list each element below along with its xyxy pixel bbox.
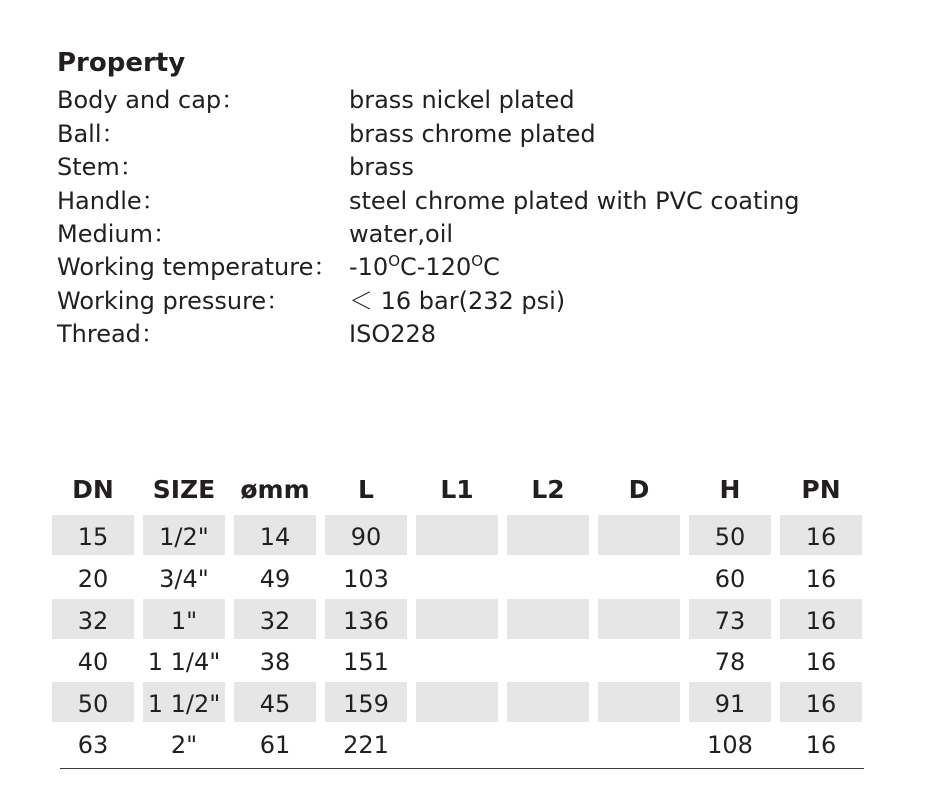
table-cell: 2" (170, 731, 198, 759)
table-cell: 1 1/4" (147, 648, 221, 676)
property-label: Working temperature： (57, 253, 338, 281)
table-cell (416, 682, 498, 722)
property-label: Medium： (57, 220, 177, 248)
temp-part: C-120 (400, 253, 472, 281)
table-cell: 32 (52, 599, 134, 639)
table-cell: 90 (325, 515, 407, 555)
table-cell: 1" (143, 599, 225, 639)
table-row (52, 723, 864, 763)
property-row (57, 185, 857, 218)
column-header: L2 (531, 475, 565, 504)
table-cell: 15 (52, 515, 134, 555)
table-cell (416, 557, 498, 597)
property-label: Body and cap： (57, 86, 246, 114)
table-cell: 78 (714, 648, 746, 676)
property-value: brass chrome plated (349, 120, 596, 148)
table-cell (598, 557, 680, 597)
column-header: ømm (240, 475, 310, 504)
property-label: Handle： (57, 187, 166, 215)
table-cell (598, 723, 680, 763)
table-cell (507, 682, 589, 722)
table-cell: 16 (805, 648, 837, 676)
table-cell (598, 515, 680, 555)
table-cell (507, 515, 589, 555)
property-label: Thread： (57, 320, 165, 348)
table-cell (416, 640, 498, 680)
table-cell: 60 (714, 565, 746, 593)
table-cell: 20 (77, 565, 109, 593)
table-cell (416, 599, 498, 639)
column-header: DN (72, 475, 114, 504)
property-value (349, 251, 500, 284)
table-cell: 16 (780, 682, 862, 722)
table-cell: 16 (805, 565, 837, 593)
table-cell: 61 (259, 731, 291, 759)
property-heading: Property (57, 48, 186, 78)
table-row (52, 682, 864, 722)
table-bottom-rule (60, 768, 864, 769)
table-cell: 73 (689, 599, 771, 639)
table-cell: 16 (805, 731, 837, 759)
table-cell: 45 (234, 682, 316, 722)
property-row (57, 251, 857, 284)
property-row (57, 285, 857, 318)
table-cell: 91 (689, 682, 771, 722)
table-cell: 50 (689, 515, 771, 555)
table-row (52, 515, 864, 555)
table-cell (416, 723, 498, 763)
table-cell (416, 515, 498, 555)
table-cell: 49 (259, 565, 291, 593)
temp-part: -10 (349, 253, 389, 281)
table-cell (507, 599, 589, 639)
table-cell: 50 (52, 682, 134, 722)
property-value: water,oil (349, 220, 454, 248)
table-cell: 63 (77, 731, 109, 759)
property-value: ISO228 (349, 320, 437, 348)
degree-mark: O (388, 252, 401, 270)
column-header: L1 (440, 475, 474, 504)
column-header: H (719, 475, 741, 504)
property-row (57, 84, 857, 117)
property-row (57, 318, 857, 351)
table-cell: 108 (707, 731, 753, 759)
table-cell: 3/4" (159, 565, 209, 593)
table-cell: 1/2" (143, 515, 225, 555)
table-cell (507, 723, 589, 763)
column-header: L (358, 475, 374, 504)
property-row (57, 118, 857, 151)
column-header: D (628, 475, 650, 504)
table-cell: 103 (343, 565, 389, 593)
table-cell: 16 (780, 599, 862, 639)
table-cell: 38 (259, 648, 291, 676)
property-label: Ball： (57, 120, 126, 148)
table-cell (598, 682, 680, 722)
column-header: PN (801, 475, 841, 504)
property-value: brass nickel plated (349, 86, 575, 114)
table-cell (507, 557, 589, 597)
table-row (52, 557, 864, 597)
table-cell: 32 (234, 599, 316, 639)
property-label: Stem： (57, 153, 144, 181)
column-header: SIZE (152, 475, 216, 504)
degree-mark: O (471, 252, 484, 270)
property-value: brass (349, 153, 414, 181)
table-cell: 40 (77, 648, 109, 676)
property-row (57, 218, 857, 251)
table-cell: 14 (234, 515, 316, 555)
property-row (57, 151, 857, 184)
table-cell: 151 (343, 648, 389, 676)
table-cell (598, 599, 680, 639)
property-label: Working pressure： (57, 287, 291, 315)
table-cell (598, 640, 680, 680)
table-cell: 221 (343, 731, 389, 759)
table-cell: 136 (325, 599, 407, 639)
table-cell: 159 (325, 682, 407, 722)
temp-part: C (483, 253, 500, 281)
property-value: steel chrome plated with PVC coating (349, 187, 800, 215)
table-row (52, 599, 864, 639)
table-cell: 1 1/2" (143, 682, 225, 722)
table-cell: 16 (780, 515, 862, 555)
property-value: ＜ 16 bar(232 psi) (349, 287, 566, 315)
table-row (52, 640, 864, 680)
table-cell (507, 640, 589, 680)
